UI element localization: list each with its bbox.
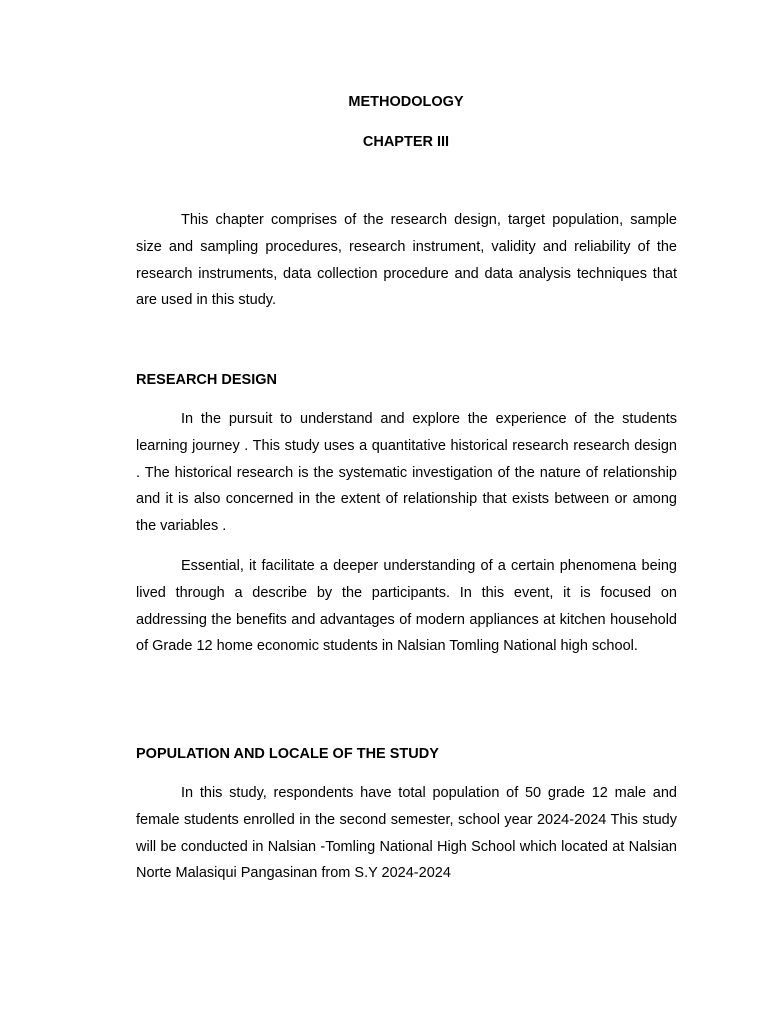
intro-paragraph: This chapter comprises of the research design, target population, sample size and sampling procedures, research instrument, validity and reliability of the research instruments, data collection procedure and data analysis techniques that are used in this study. [136,212,677,309]
research-design-paragraph-2: Essential, it facilitate a deeper understanding of a certain phenomena being lived through a describe by the participants. In this event, it is focused on addressing the benefits and advantages of modern appliances at kitchen household of Grade 12 home economic students in Nalsian Tomling National high school. [136,558,677,655]
population-locale-paragraph: In this study, respondents have total population of 50 grade 12 male and female students enrolled in the second semester, school year 2024-2024 This study will be conducted in Nalsian -Tomling National High School which located at Nalsian Norte Malasiqui Pangasinan from S.Y 2024-2024 [136,785,677,882]
section-heading-population-locale: POPULATION AND LOCALE OF THE STUDY [136,746,439,762]
chapter-heading: CHAPTER III [362,134,450,150]
document-title: METHODOLOGY [348,94,464,110]
section-heading-research-design: RESEARCH DESIGN [136,372,277,388]
research-design-paragraph-1: In the pursuit to understand and explore the experience of the students learning journey . This study uses a quantitative historical research research design . The historical research is the systematic investigation of the nature of relationship and it is also concerned in the extent of relationship that exists between or among the variables . [136,411,677,535]
